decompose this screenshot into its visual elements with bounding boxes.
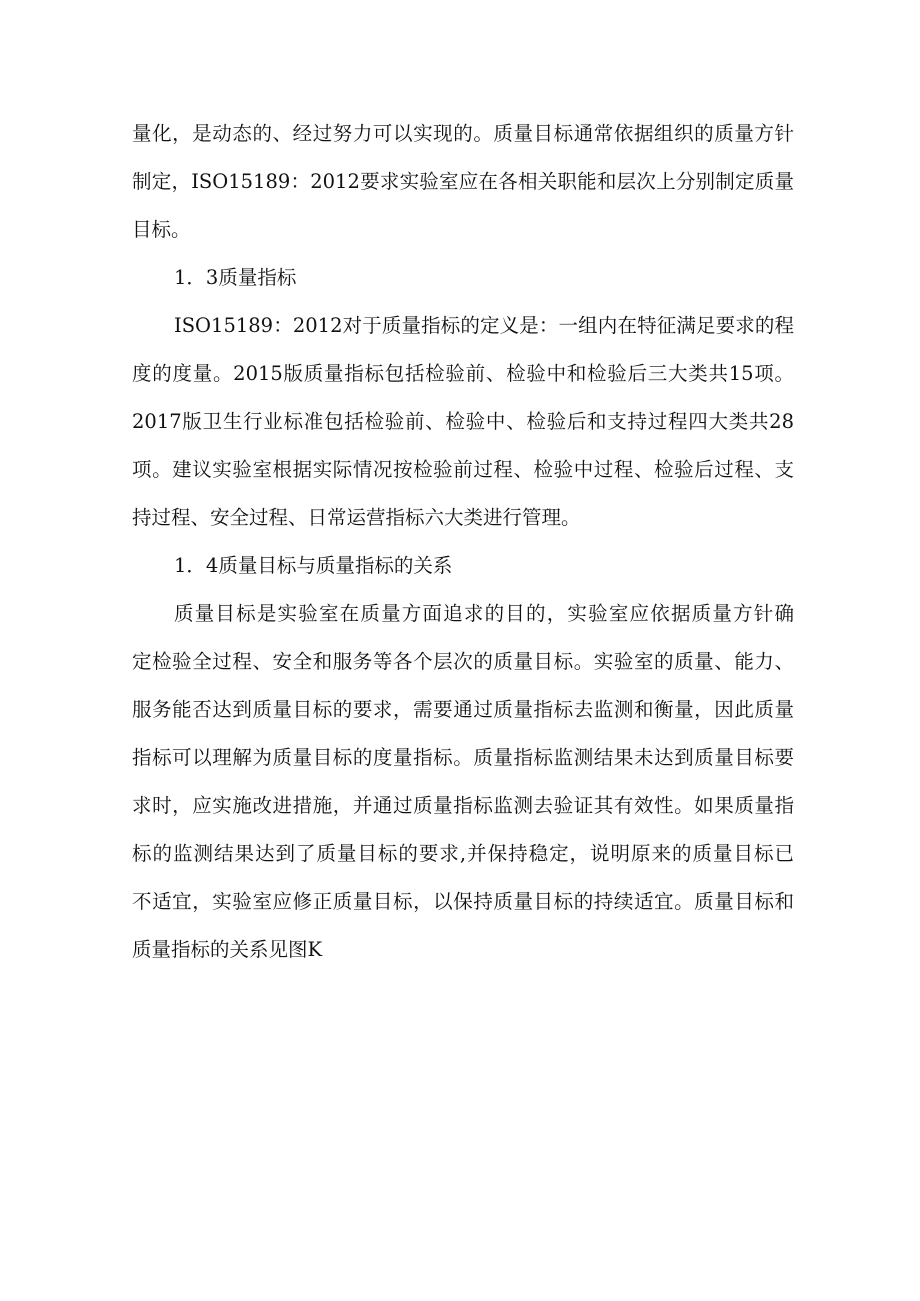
section-heading-1-4: 1．4质量目标与质量指标的关系 [174,554,453,577]
section-heading-1-3: 1．3质量指标 [174,266,297,289]
text-line: 2017版卫生行业标准包括检验前、检验中、检验后和支持过程四大类共28 [132,410,794,433]
text-line: 不适宜，实验室应修正质量目标，以保持质量目标的持续适宜。质量目标和 [132,890,794,913]
text-line: 指标可以理解为质量目标的度量指标。质量指标监测结果未达到质量目标要 [132,746,794,769]
text-line: 目标。 [132,218,191,241]
paragraph-quality-indicator [132,302,794,542]
document-body [132,110,794,974]
text-line: 制定，ISO15189：2012要求实验室应在各相关职能和层次上分别制定质量 [132,170,794,193]
text-line: 服务能否达到质量目标的要求，需要通过质量指标去监测和衡量，因此质量 [132,698,794,721]
text-line: 定检验全过程、安全和服务等各个层次的质量目标。实验室的质量、能力、 [132,650,794,673]
paragraph-quality-objective [132,110,794,254]
text-line: 质量目标是实验室在质量方面追求的目的，实验室应依据质量方针确 [174,602,794,625]
text-line: 量化，是动态的、经过努力可以实现的。质量目标通常依据组织的质量方针 [132,122,794,145]
text-line: 质量指标的关系见图K [132,938,323,961]
text-line: 求时，应实施改进措施，并通过质量指标监测去验证其有效性。如果质量指 [132,794,794,817]
text-line: 标的监测结果达到了质量目标的要求,并保持稳定，说明原来的质量目标已 [132,842,794,865]
text-line: ISO15189：2012对于质量指标的定义是：一组内在特征满足要求的程 [174,314,794,337]
paragraph-objective-indicator-relation [132,590,794,974]
text-line: 项。建议实验室根据实际情况按检验前过程、检验中过程、检验后过程、支 [132,458,794,481]
text-line: 持过程、安全过程、日常运营指标六大类进行管理。 [132,506,581,529]
text-line: 度的度量。2015版质量指标包括检验前、检验中和检验后三大类共15项。 [132,362,794,385]
